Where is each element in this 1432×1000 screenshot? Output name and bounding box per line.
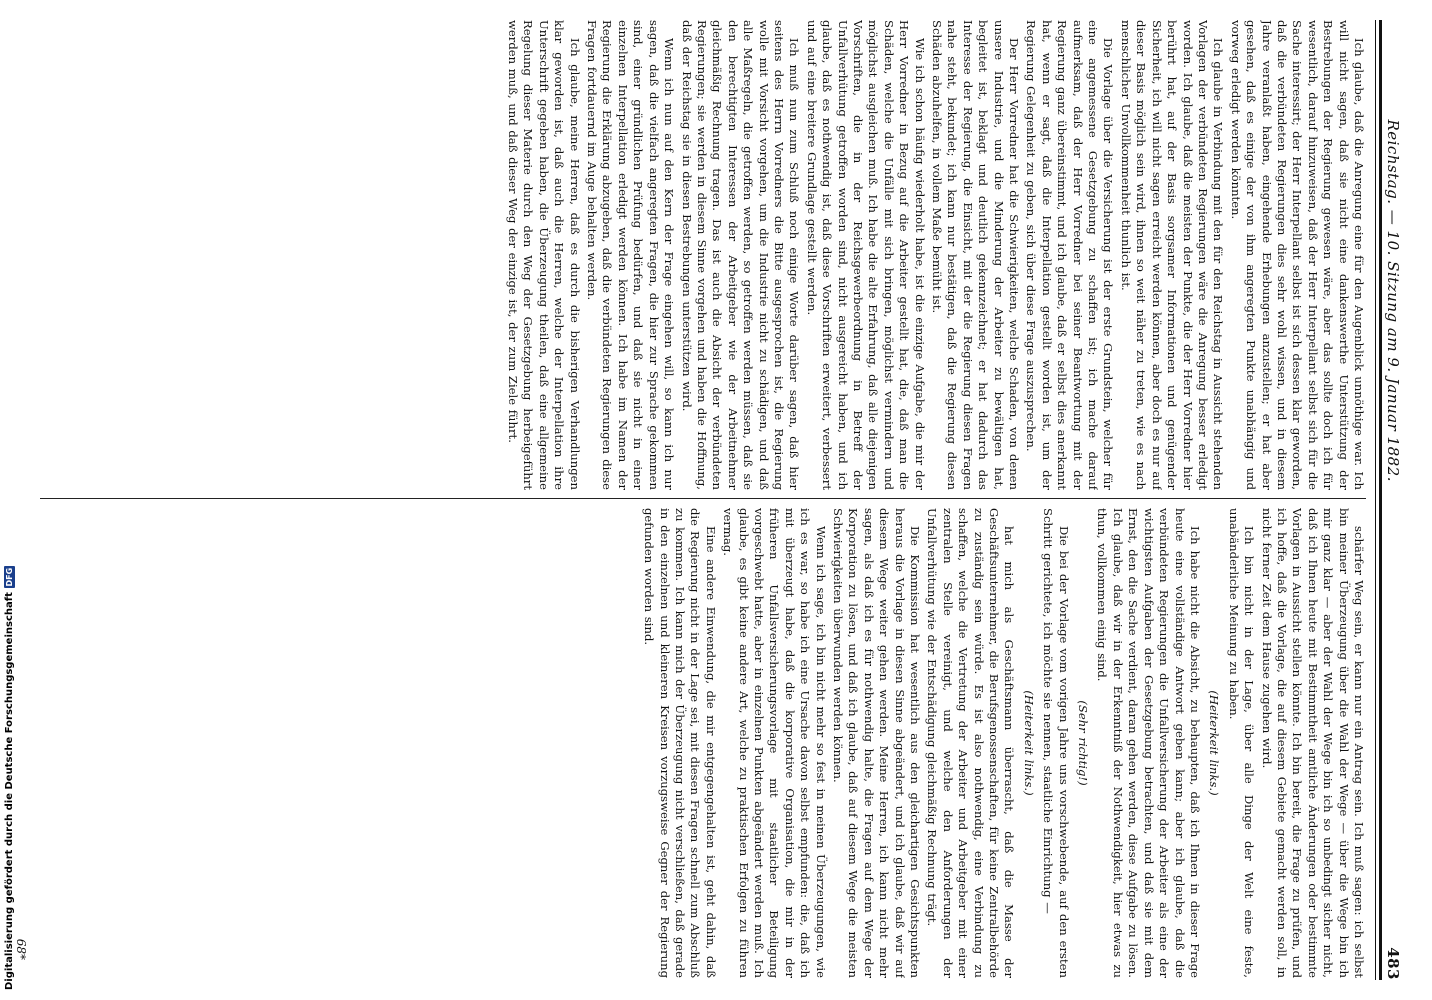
paragraph: Wenn ich sage, ich bin nicht mehr so fest in meinen Überzeugungen, wie ich es war, so habe ich eine Ursache davon selbst empfunden: die, daß ich mit überzeugt habe, daß die korporative Organisation, die mir in der früheren Unfallsversicherungsvorlage mit staatlicher Beteiligung vorgeschwebt hatte, aber in einzelnen Punkten abgeändert werden muß. Ich glaube, es gibt keine andere Art, welche zu praktischen Erfolgen zu führen vermag. — [721, 508, 828, 978]
paragraph: schärfer Weg sein, er kann nur ein Antrag sein. Ich muß sagen: ich selbst bin meiner Überzeugung über die Wahl der Wege — über die Wege bin ich mir ganz klar — aber der Wahl der Wege bin ich so unbedingt sicher nicht, daß ich Ihnen heute mit Bestimmtheit amtliche Änderungen oder bestimmte Vorlagen in Aussicht stellen könnte. Ich bin bereit, die Frage zu prüfen, und ich hoffe, daß die Vorlage, die auf diesem Gebiete gemacht werden soll, in nicht ferner Zeit dem Hause zugehen wird. — [1259, 508, 1366, 978]
text-column-left — [40, 20, 1366, 490]
paragraph: Die bei der Vorlage vom vorigen Jahre uns vorschwebende, auf den ersten Schritt gerichtete, ich möchte sie nennen, staatliche Einrichtung — — [1041, 508, 1071, 978]
digitization-strip — [0, 0, 18, 1000]
paragraph: Ich glaube, daß die Anregung eine für den Augenblick unnöthige war. Ich will nicht sagen, daß sie nicht eine dankenswerthe Unterstützung der Bestrebungen der Regierung gewesen wäre, aber das sollte doch ich für wesentlich, darauf hinzuweisen, daß der Herr Interpellant selbst sich für die Sache interessirt; der Herr Interpellant selbst ist sich dessen klar geworden, daß die verbündeten Regierungen dies sehr wohl wissen, und in diesem Jahre veranlaßt haben, eingehende Erhebungen anzustellen; er hat aber gesehen, daß es einige der von ihm angeregten Punkte unabhängig und vorweg erledigt werden könnten. — [1228, 20, 1366, 490]
paragraph: Ich habe nicht die Absicht, zu behaupten, daß ich Ihnen in dieser Frage heute eine vollständige Antwort geben kann; aber ich glaube, daß die verbündeten Regierungen die Unfallversicherung der Arbeiter als eine der wichtigsten Aufgaben der Gesetzgebung betrachten, und daß sie mit dem Ernst, den die Sache verdient, daran gehen werden, diese Aufgabe zu lösen. Ich glaube, daß wir in der Erkenntniß der Nothwendigkeit, hier etwas zu thun, vollkommen einig sind. — [1095, 508, 1202, 978]
interjection: (Heiterkeit links.) — [1021, 690, 1036, 796]
paragraph: Wie ich schon häufig wiederholt habe, ist die einzige Aufgabe, die mir der Herr Vorredner in Bezug auf die Arbeiter gestellt hat, die, daß man die Schäden, welche die Unfälle mit sich bringen, möglichst vermindern und möglichst ausgleichen muß. Ich habe die alte Erfahrung, daß alle diejenigen Vorschriften, die in der Reichsgewerbeordnung in Betreff der Unfallverhütung getroffen worden sind, nicht ausgereicht haben, und ich glaube, daß es nothwendig ist, daß diese Vorschriften erweitert, verbessert und auf eine breitere Grundlage gestellt werden. — [804, 20, 927, 490]
paragraph: Die Kommission hat wesentlich aus den gleichartigen Gesichtspunkten heraus die Vorlage in diesen Sinne abgeändert, und ich glaube, daß wir auf diesem Wege weiter gehen werden. Meine Herren, ich kann nicht mehr sagen, als daß ich es für nothwendig halte, die Fragen auf dem Wege der Korporation zu lösen, und daß ich glaube, daß auf diesem Wege die meisten Schwierigkeiten überwunden werden können. — [831, 508, 923, 978]
header-rule-thick — [1379, 20, 1382, 980]
signature-mark: 68* — [14, 938, 28, 960]
paragraph: Wenn ich nun auf den Kern der Frage eingehen will, so kann ich nur sagen, daß die vielfach angeregten Fragen, die hier zur Sprache gekommen sind, einer gründlichen Prüfung bedürfen, und daß sie nicht in einer einzelnen Interpellation erledigt werden können. Ich habe im Namen der Regierung die Erklärung abzugeben, daß die verbündeten Regierungen diese Fragen fortdauernd im Auge behalten werden. — [585, 20, 677, 490]
text-column-right — [40, 508, 1366, 978]
paragraph: Ich glaube, meine Herren, daß es durch die bisherigen Verhandlungen klar geworden ist, daß auch die Herren, welche der Interpellation ihre Unterschrift gegeben haben, die Überzeugung theilen, daß eine allgemeine Regelung dieser Materie durch den Weg der Gesetzgebung herbeigeführt werden muß, und daß dieser Weg der einzige ist, der zum Ziele führt. — [506, 20, 582, 490]
digitization-credit — [2, 390, 16, 990]
header-rule-thin — [1375, 20, 1376, 980]
dfg-logo-icon: DFG — [4, 567, 14, 587]
paragraph: Eine andere Einwendung, die mir entgegengehalten ist, geht dahin, daß die Regierung nicht in der Lage sei, mit diesen Fragen schnell zum Abschluß zu kommen. Ich kann mich der Überzeugung nicht verschließen, daß gerade in den einzelnen und kleineren Kreisen vorzugsweise Gegner der Regierung gefunden worden sind. — [642, 508, 718, 978]
interjection: (Heiterkeit links.) — [1207, 690, 1222, 796]
paragraph: Ich muß nun zum Schluß noch einige Worte darüber sagen, daß hier seitens des Herrn Vorredners die Bitte ausgesprochen ist, die Regierung wolle mit Vorsicht vorgehen, um die Industrie nicht zu schädigen, und daß alle Maßregeln, die getroffen werden, so getroffen werden müssen, daß sie den berechtigten Interessen der Arbeitgeber wie der Arbeitnehmer gleichmäßig Rechnung tragen. Das ist auch die Absicht der verbündeten Regierungen; sie werden in diesem Sinne vorgehen und haben die Hoffnung, daß der Reichstag sie in diesen Bestrebungen unterstützen wird. — [679, 20, 802, 490]
paragraph: Ich bin nicht in der Lage, über alle Dinge der Welt eine feste, unabänderliche Meinung zu haben. — [1226, 508, 1257, 978]
column-divider — [40, 498, 1366, 499]
interjection: (Sehr richtig!) — [1076, 700, 1091, 786]
page-number: 483 — [1384, 947, 1402, 980]
paragraph: Ich glaube in Verbindung mit den für den Reichstag in Aussicht stehenden Vorlagen der verbündeten Regierungen wäre die Anregung besser erledigt worden. Ich glaube, daß die meisten der Punkte, die der Herr Vorredner hier berührt hat, auf der Basis sorgsamer Informationen und genügender Sicherheit, ich will nicht sagen erreicht werden können, aber doch es nur auf dieser Basis möglich sein wird, ihnen so weit näher zu treten, wie es nach menschlicher Unvollkommenheit thunlich ist. — [1118, 20, 1226, 490]
paragraph: Die Vorlage über die Versicherung ist der erste Grundstein, welcher für eine angemessene Gesetzgebung zu schaffen ist; ich mache darauf aufmerksam, daß der Herr Vorredner bei seiner Beantwortung mit der Regierung ganz übereinstimmt, und ich glaube, daß er selbst dies anerkannt hat, wenn er sagt, daß die Interpellation gestellt worden ist, um der Regierung Gelegenheit zu geben, sich über diese Frage auszusprechen. — [1024, 20, 1116, 490]
running-head — [1382, 20, 1404, 980]
paragraph: Der Herr Vorredner hat die Schwierigkeiten, welche Schaden, von denen unsere Industrie, und die Minderung der Arbeiter zu bewältigen hat, begleitet ist, beklagt und deutlich gekennzeichnet; er hat dadurch das Interesse der Regierung, die Einsicht, mit der die Regierung diesen Fragen nahe steht, bekundet; ich kann nur bestätigen, daß die Regierung diesen Schäden abzuhelfen, in vollem Maße bemüht ist. — [930, 20, 1022, 490]
paragraph: hat mich als Geschäftsmann überrascht, daß die Masse der Geschäftsunternehmer, die Berufsgenossenschaften, für keine Zentralbehörde zu zuständig sein würde. Es ist also nothwendig, eine Verbindung zu schaffen, welche die Vertretung der Arbeiter und Arbeitgeber mit einer zentralen Stelle vereinigt, und welche den Anforderungen der Unfallverhütung wie der Entschädigung gleichmäßig Rechnung trägt. — [925, 508, 1017, 978]
running-head-title: Reichstag. — 10. Sitzung am 9. Januar 1882. — [1384, 119, 1402, 482]
digitization-credit-text: Digitalisierung gefördert durch die Deutsche Forschungsgemeinschaft — [3, 592, 15, 990]
